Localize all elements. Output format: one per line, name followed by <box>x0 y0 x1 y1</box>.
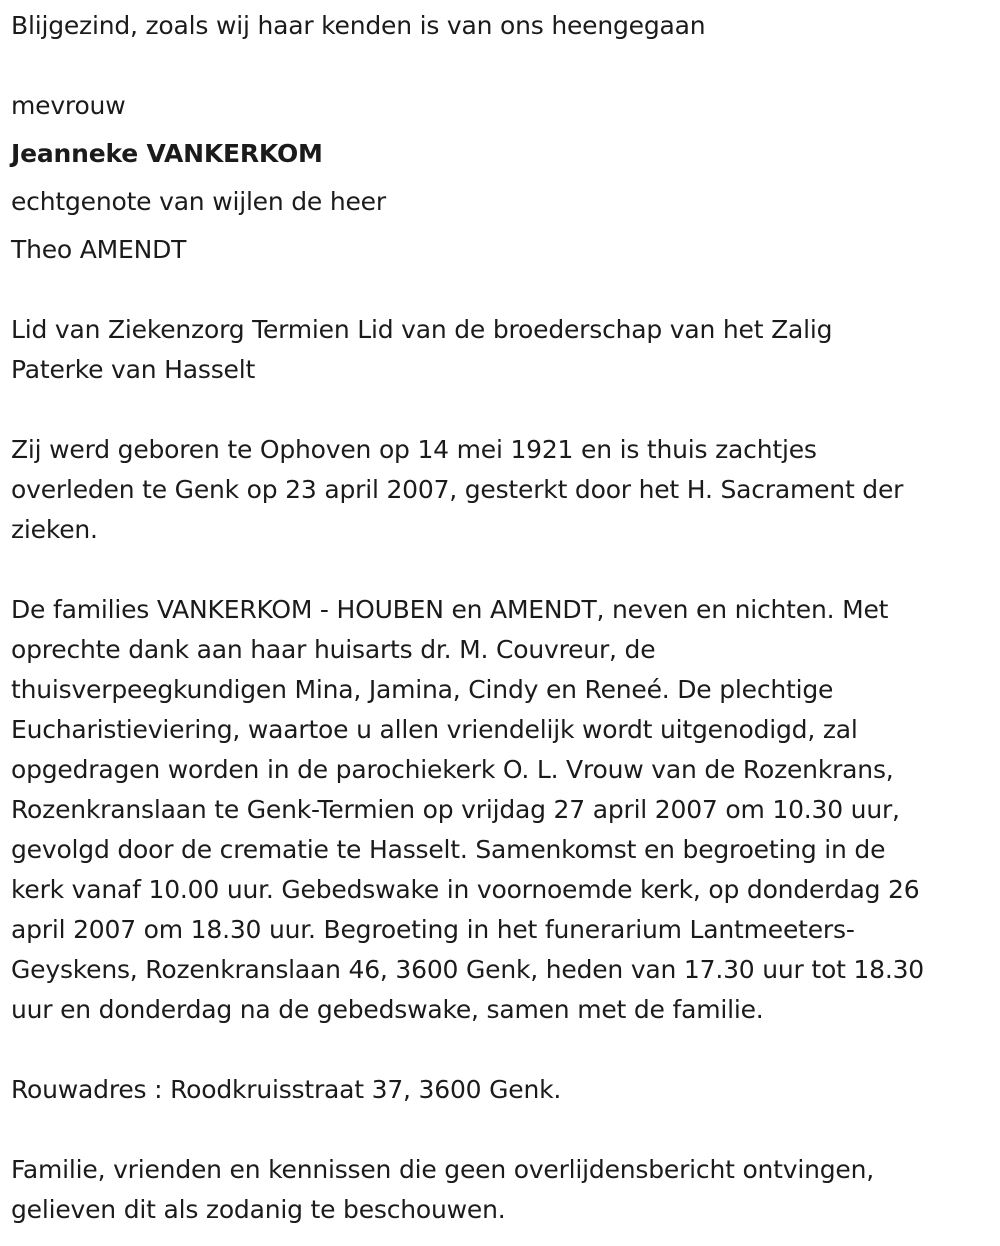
paragraph-line: kerk vanaf 10.00 uur. Gebedswake in voornoemde kerk, op donderdag 26 <box>11 875 920 904</box>
paragraph-line: Lid van Ziekenzorg Termien Lid van de broederschap van het Zalig <box>11 315 833 344</box>
paragraph-line: thuisverpeegkundigen Mina, Jamina, Cindy en Reneé. De plechtige <box>11 675 834 704</box>
deceased-name: Jeanneke VANKERKOM <box>11 139 323 168</box>
paragraph-line: uur en donderdag na de gebedswake, samen met de familie. <box>11 995 764 1024</box>
paragraph-line: opgedragen worden in de parochiekerk O. L. Vrouw van de Rozenkrans, <box>11 755 894 784</box>
paragraph-line: De families VANKERKOM - HOUBEN en AMENDT, neven en nichten. Met <box>11 595 889 624</box>
paragraph-line: Rozenkranslaan te Genk-Termien op vrijdag 27 april 2007 om 10.30 uur, <box>11 795 900 824</box>
paragraph-line: gelieven dit als zodanig te beschouwen. <box>11 1195 506 1224</box>
paragraph-line: Zij werd geboren te Ophoven op 14 mei 1921 en is thuis zachtjes <box>11 435 817 464</box>
mourning-address: Rouwadres : Roodkruisstraat 37, 3600 Genk. <box>11 1075 562 1104</box>
paragraph-line: Eucharistieviering, waartoe u allen vriendelijk wordt uitgenodigd, zal <box>11 715 858 744</box>
intro-text: Blijgezind, zoals wij haar kenden is van ons heengegaan <box>11 11 706 40</box>
paragraph-line: Paterke van Hasselt <box>11 355 256 384</box>
relation-text: echtgenote van wijlen de heer <box>11 187 386 216</box>
paragraph-line: overleden te Genk op 23 april 2007, gesterkt door het H. Sacrament der <box>11 475 904 504</box>
paragraph-line: zieken. <box>11 515 98 544</box>
spouse-name: Theo AMENDT <box>11 235 187 264</box>
paragraph-line: gevolgd door de crematie te Hasselt. Samenkomst en begroeting in de <box>11 835 886 864</box>
paragraph-line: oprechte dank aan haar huisarts dr. M. Couvreur, de <box>11 635 656 664</box>
honorific-title: mevrouw <box>11 91 126 120</box>
paragraph-line: Geyskens, Rozenkranslaan 46, 3600 Genk, heden van 17.30 uur tot 18.30 <box>11 955 924 984</box>
paragraph-line: april 2007 om 18.30 uur. Begroeting in het funerarium Lantmeeters- <box>11 915 855 944</box>
paragraph-line: Familie, vrienden en kennissen die geen overlijdensbericht ontvingen, <box>11 1155 875 1184</box>
